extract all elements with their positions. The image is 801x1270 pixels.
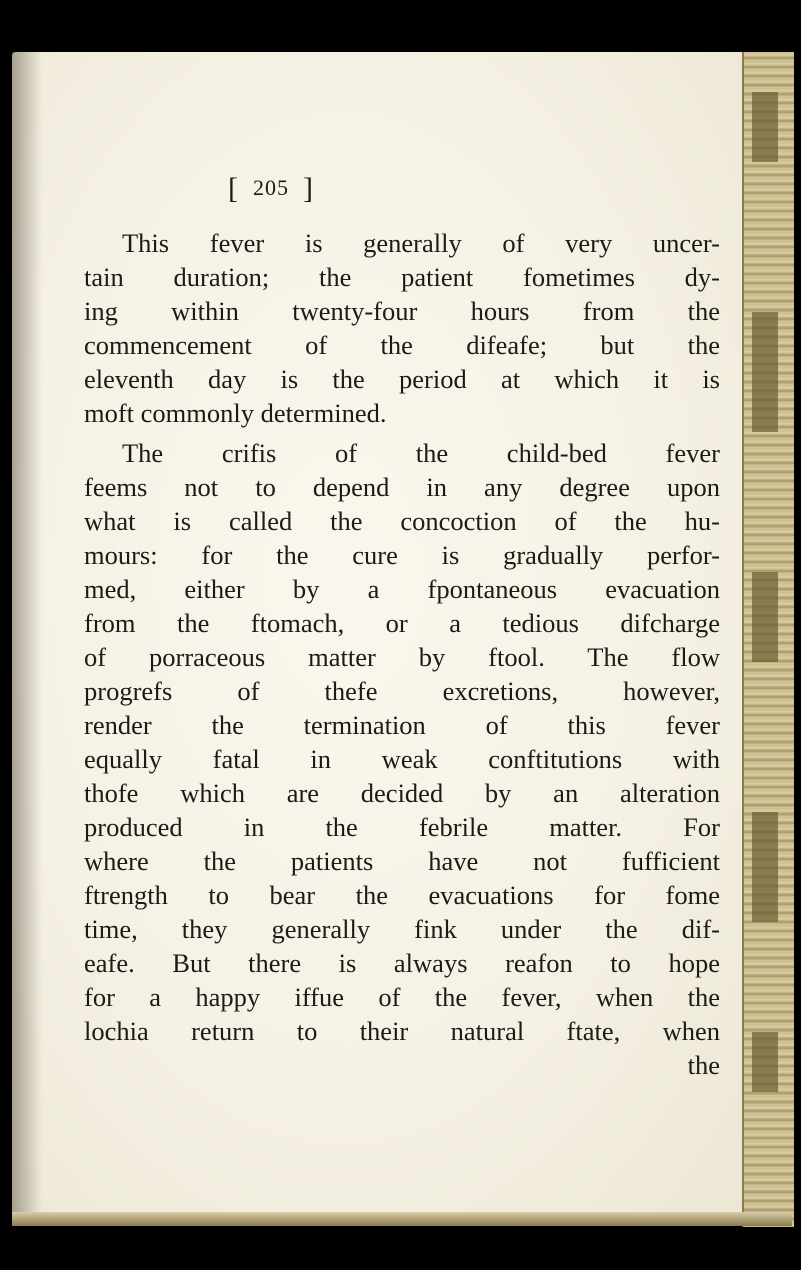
text-line: moft commonly determined. [84,398,387,428]
header-open-bracket: [ [228,172,239,205]
text-line: of porraceous matter by ftool. The flow [84,642,720,672]
text-line: The crifis of the child-bed fever [122,438,720,468]
text-line: produced in the febrile matter. For [84,812,720,842]
text-line: equally fatal in weak conftitutions with [84,744,720,774]
text-line: for a happy iffue of the fever, when the [84,982,720,1012]
edge-stain [752,92,778,162]
header-close-bracket: ] [303,172,314,205]
paragraph-1 [84,226,720,430]
text-line: med, either by a fpontaneous evacuation [84,574,720,604]
edge-stain [752,312,778,432]
text-line: lochia return to their natural ftate, when [84,1016,720,1046]
paragraph-2 [84,436,720,1082]
edge-stain [752,812,778,922]
text-line: feems not to depend in any degree upon [84,472,720,502]
text-line: what is called the concoction of the hu- [84,506,720,536]
catchword: the [687,1050,720,1080]
text-line: eleventh day is the period at which it is [84,364,720,394]
text-line: tain duration; the patient fometimes dy- [84,262,720,292]
text-line: render the termination of this fever [84,710,720,740]
text-line: thofe which are decided by an alteration [84,778,720,808]
text-line: progrefs of thefe excretions, however, [84,676,720,706]
edge-stain [752,572,778,662]
page-number: 205 [253,175,289,200]
text-line: eafe. But there is always reafon to hope [84,948,720,978]
binding-shadow [12,52,42,1222]
text-line: This fever is generally of very uncer- [122,228,720,258]
text-line: ftrength to bear the evacuations for fome [84,880,720,910]
text-line: ing within twenty-four hours from the [84,296,720,326]
text-line: time, they generally fink under the dif- [84,914,720,944]
edge-stain [752,1032,778,1092]
text-line: from the ftomach, or a tedious difcharge [84,608,720,638]
book-bottom-edge [12,1212,792,1226]
text-line: commencement of the difeafe; but the [84,330,720,360]
book-fore-edge [742,52,794,1227]
text-line: mours: for the cure is gradually perfor- [84,540,720,570]
running-header [228,172,314,206]
text-line: where the patients have not fufficient [84,846,720,876]
